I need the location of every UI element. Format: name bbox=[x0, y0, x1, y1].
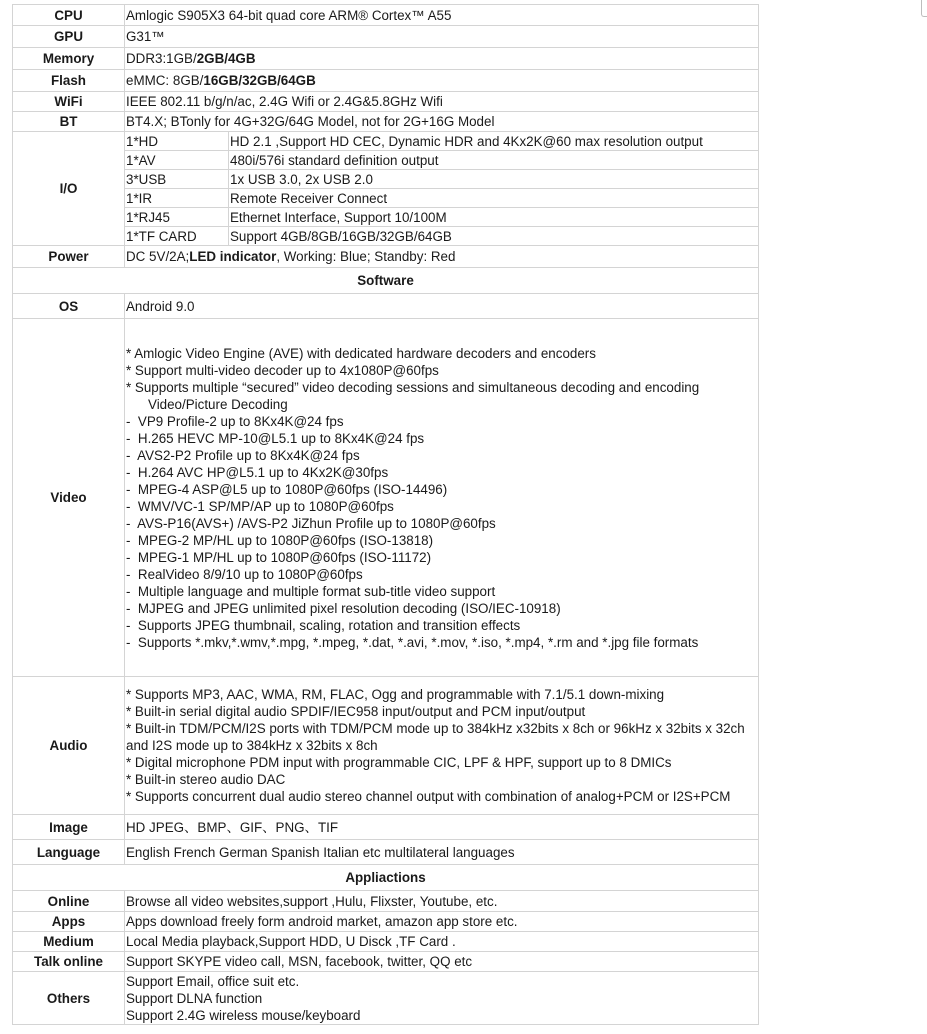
io-row bbox=[13, 227, 759, 246]
video-line: - MJPEG and JPEG unlimited pixel resolution decoding (ISO/IEC-10918) bbox=[126, 600, 561, 616]
audio-line: * Supports concurrent dual audio stereo channel output with combination of analog+PCM or I2S+PCM bbox=[126, 789, 731, 804]
spec-row-wifi bbox=[13, 92, 759, 112]
spec-row-audio bbox=[13, 677, 759, 815]
audio-line: * Built-in serial digital audio SPDIF/IEC958 input/output and PCM input/output bbox=[126, 704, 586, 719]
spec-key: Video bbox=[13, 319, 125, 677]
spec-value: Android 9.0 bbox=[125, 294, 759, 319]
spec-value: Browse all video websites,support ,Hulu, Flixster, Youtube, etc. bbox=[125, 891, 759, 912]
spec-row-cpu bbox=[13, 5, 759, 26]
io-desc: Remote Receiver Connect bbox=[229, 189, 759, 208]
io-port: 3*USB bbox=[125, 170, 229, 189]
io-port: 1*HD bbox=[125, 132, 229, 151]
spec-row-medium bbox=[13, 932, 759, 952]
spec-row-bt bbox=[13, 112, 759, 132]
spec-key: Language bbox=[13, 840, 125, 865]
video-line: - Supports *.mkv,*.wmv,*.mpg, *.mpeg, *.dat, *.avi, *.mov, *.iso, *.mp4, *.rm and *.jpg file formats bbox=[126, 634, 699, 650]
section-row-software bbox=[13, 268, 759, 294]
io-row bbox=[13, 170, 759, 189]
spec-key: Online bbox=[13, 891, 125, 912]
spec-key: Memory bbox=[13, 48, 125, 70]
spec-row-memory bbox=[13, 48, 759, 70]
video-line: - MPEG-2 MP/HL up to 1080P@60fps (ISO-13818) bbox=[126, 532, 434, 548]
io-row bbox=[13, 208, 759, 227]
video-line: * Supports multiple “secured” video decoding sessions and simultaneous decoding and encoding bbox=[126, 379, 700, 395]
others-line: Support Email, office suit etc. bbox=[126, 973, 300, 989]
io-desc: Support 4GB/8GB/16GB/32GB/64GB bbox=[229, 227, 759, 246]
video-line: - RealVideo 8/9/10 up to 1080P@60fps bbox=[126, 566, 363, 582]
spec-row-power bbox=[13, 246, 759, 268]
spec-row-io bbox=[13, 132, 759, 151]
io-desc: Ethernet Interface, Support 10/100M bbox=[229, 208, 759, 227]
spec-row-flash bbox=[13, 70, 759, 92]
spec-value: Apps download freely form android market, amazon app store etc. bbox=[125, 912, 759, 932]
io-desc: 480i/576i standard definition output bbox=[229, 151, 759, 170]
io-port: 1*AV bbox=[125, 151, 229, 170]
io-desc: HD 2.1 ,Support HD CEC, Dynamic HDR and 4Kx2K@60 max resolution output bbox=[229, 132, 759, 151]
video-line: - AVS-P16(AVS+) /AVS-P2 JiZhun Profile up to 1080P@60fps bbox=[126, 515, 496, 531]
video-line: - Multiple language and multiple format sub-title video support bbox=[126, 583, 496, 599]
spec-value: BT4.X; BTonly for 4G+32G/64G Model, not for 2G+16G Model bbox=[125, 112, 759, 132]
spec-value: HD JPEG、BMP、GIF、PNG、TIF bbox=[125, 815, 759, 840]
spec-key: Audio bbox=[13, 677, 125, 815]
spec-value: English French German Spanish Italian etc multilateral languages bbox=[125, 840, 759, 865]
spec-value-plain: eMMC: 8GB/ bbox=[126, 73, 204, 88]
others-line: Support DLNA function bbox=[126, 990, 263, 1006]
spec-row-talk-online bbox=[13, 952, 759, 972]
spec-row-online bbox=[13, 891, 759, 912]
spec-value-bold: 16GB/32GB/64GB bbox=[203, 73, 316, 88]
spec-value bbox=[125, 48, 759, 70]
spec-value-bold: LED indicator bbox=[189, 249, 277, 264]
section-title: Appliactions bbox=[13, 865, 759, 891]
spec-key: Apps bbox=[13, 912, 125, 932]
video-line: - MPEG-4 ASP@L5 up to 1080P@60fps (ISO-14496) bbox=[126, 481, 448, 497]
spec-key: Power bbox=[13, 246, 125, 268]
spec-key: Talk online bbox=[13, 952, 125, 972]
page-corner-decoration bbox=[921, 0, 927, 17]
section-row-applications bbox=[13, 865, 759, 891]
video-line: - WMV/VC-1 SP/MP/AP up to 1080P@60fps bbox=[126, 498, 394, 514]
spec-key: Medium bbox=[13, 932, 125, 952]
audio-line: * Digital microphone PDM input with programmable CIC, LPF & HPF, support up to 8 DMICs bbox=[126, 755, 672, 770]
spec-value-bold: 2GB/4GB bbox=[196, 51, 256, 66]
io-port: 1*IR bbox=[125, 189, 229, 208]
spec-value: IEEE 802.11 b/g/n/ac, 2.4G Wifi or 2.4G&5.8GHz Wifi bbox=[125, 92, 759, 112]
video-line: - MPEG-1 MP/HL up to 1080P@60fps (ISO-11172) bbox=[126, 549, 432, 565]
spec-key: GPU bbox=[13, 26, 125, 48]
spec-row-os bbox=[13, 294, 759, 319]
video-line: * Support multi-video decoder up to 4x1080P@60fps bbox=[126, 362, 439, 378]
spec-row-gpu bbox=[13, 26, 759, 48]
audio-line: * Built-in stereo audio DAC bbox=[126, 772, 286, 787]
spec-value-list bbox=[125, 972, 759, 1025]
spec-key: WiFi bbox=[13, 92, 125, 112]
video-line: - H.265 HEVC MP-10@L5.1 up to 8Kx4K@24 fps bbox=[126, 430, 425, 446]
spec-value-plain: , Working: Blue; Standby: Red bbox=[276, 249, 456, 264]
spec-value bbox=[125, 246, 759, 268]
io-row bbox=[13, 189, 759, 208]
spec-value: Local Media playback,Support HDD, U Disck ,TF Card . bbox=[125, 932, 759, 952]
video-line: - VP9 Profile-2 up to 8Kx4K@24 fps bbox=[126, 413, 344, 429]
spec-key: BT bbox=[13, 112, 125, 132]
io-desc: 1x USB 3.0, 2x USB 2.0 bbox=[229, 170, 759, 189]
video-line: - Supports JPEG thumbnail, scaling, rotation and transition effects bbox=[126, 617, 521, 633]
spec-key: Flash bbox=[13, 70, 125, 92]
spec-value-plain: DDR3:1GB/ bbox=[126, 51, 197, 66]
spec-row-video bbox=[13, 319, 759, 677]
spec-value bbox=[125, 70, 759, 92]
audio-line: * Built-in TDM/PCM/I2S ports with TDM/PCM mode up to 384kHz x32bits x 8ch or 96kHz x 32bits x 32ch and I2S mode up to 384kHz x 32bits x 8ch bbox=[126, 721, 745, 753]
spec-key: Image bbox=[13, 815, 125, 840]
spec-table bbox=[12, 4, 759, 1025]
spec-key: Others bbox=[13, 972, 125, 1025]
audio-line: * Supports MP3, AAC, WMA, RM, FLAC, Ogg and programmable with 7.1/5.1 down-mixing bbox=[126, 687, 665, 702]
video-line: Video/Picture Decoding bbox=[148, 396, 288, 412]
io-row bbox=[13, 151, 759, 170]
spec-value: Amlogic S905X3 64-bit quad core ARM® Cortex™ A55 bbox=[125, 5, 759, 26]
spec-value-list bbox=[125, 319, 759, 677]
video-line: * Amlogic Video Engine (AVE) with dedicated hardware decoders and encoders bbox=[126, 345, 596, 361]
spec-value-plain: DC 5V/2A; bbox=[126, 249, 190, 264]
spec-key: CPU bbox=[13, 5, 125, 26]
spec-key: OS bbox=[13, 294, 125, 319]
spec-row-others bbox=[13, 972, 759, 1025]
spec-row-language bbox=[13, 840, 759, 865]
spec-value-list bbox=[125, 677, 759, 815]
video-line: - H.264 AVC HP@L5.1 up to 4Kx2K@30fps bbox=[126, 464, 389, 480]
spec-row-image bbox=[13, 815, 759, 840]
spec-row-apps bbox=[13, 912, 759, 932]
spec-value: G31™ bbox=[125, 26, 759, 48]
io-port: 1*RJ45 bbox=[125, 208, 229, 227]
spec-key: I/O bbox=[13, 132, 125, 246]
others-line: Support 2.4G wireless mouse/keyboard bbox=[126, 1007, 361, 1023]
spec-value: Support SKYPE video call, MSN, facebook, twitter, QQ etc bbox=[125, 952, 759, 972]
video-line: - AVS2-P2 Profile up to 8Kx4K@24 fps bbox=[126, 447, 360, 463]
section-title: Software bbox=[13, 268, 759, 294]
io-port: 1*TF CARD bbox=[125, 227, 229, 246]
